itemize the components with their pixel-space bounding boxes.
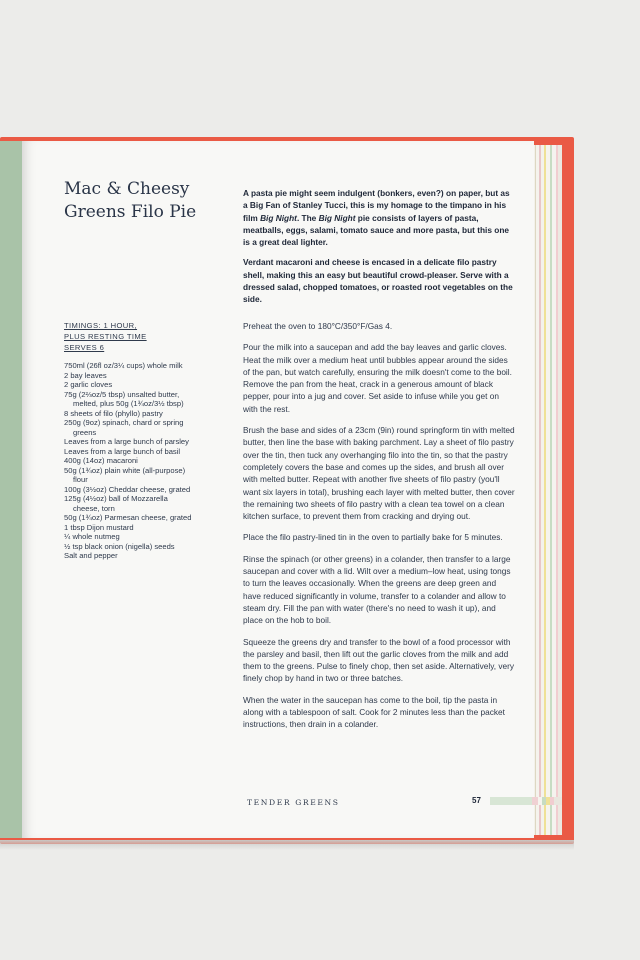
intro-text-run: pie consists of layers of pasta, meatballs, eggs, salami, tomato sauce and more pasta, but this one is a great deal lighter.: [243, 212, 510, 248]
ingredient-item: 1 tbsp Dijon mustard: [64, 522, 134, 532]
ingredient-item: 75g (2⅔oz/5 tbsp) unsalted butter,: [64, 389, 180, 399]
intro-text-run: A pasta pie might seem indulgent (bonkers, even?) on paper, but as a Big Fan of Stanley Tucci, this is my homage to the timpano in his film: [243, 188, 510, 223]
page-number: 57: [472, 796, 481, 805]
chapter-label: TENDER GREENS: [247, 798, 340, 807]
serves-label: SERVES 6: [64, 343, 105, 352]
ingredient-item: 2 garlic cloves: [64, 380, 113, 389]
ingredient-item: Salt and pepper: [64, 551, 118, 560]
ingredient-item: ½ tsp black onion (nigella) seeds: [64, 541, 175, 551]
ingredient-item: 750ml (26fl oz/3¼ cups) whole milk: [64, 361, 183, 370]
method-paragraph: When the water in the saucepan has come to the boil, tip the pasta in along with a tablespoon of salt. Cook for 2 minutes less than the packet instructions, then drain in a colander.: [243, 694, 505, 730]
ingredient-item: 50g (1¾oz) Parmesan cheese, grated: [64, 513, 192, 522]
method-paragraph: Preheat the oven to 180°C/350°F/Gas 4.: [243, 321, 393, 331]
intro-paragraph: Verdant macaroni and cheese is encased in a delicate filo pastry shell, making this an easy but beautiful crowd-pleaser. Serve with a dressed salad, chopped tomatoes, or roasted root vegetables on the side.: [243, 257, 513, 305]
recipe-title-line: Greens Filo Pie: [64, 202, 197, 222]
ingredient-item: greens: [73, 427, 97, 437]
ingredients-list: [64, 361, 214, 561]
timings-line: TIMINGS: 1 HOUR,: [64, 321, 138, 330]
ingredient-item: Leaves from a large bunch of parsley: [64, 437, 189, 446]
recipe-title-line: Mac & Cheesy: [64, 179, 190, 199]
page-edges: [532, 145, 562, 835]
ingredient-item: 125g (4½oz) ball of Mozzarella: [64, 494, 168, 503]
intro-paragraph: [243, 187, 515, 248]
ingredient-item: 400g (14oz) macaroni: [64, 456, 138, 465]
film-title: Big Night: [318, 212, 356, 223]
page-color-tabs: [490, 797, 562, 805]
ingredient-item: cheese, torn: [73, 503, 115, 513]
method-paragraph: Squeeze the greens dry and transfer to the bowl of a food processor with the parsley and basil, then lift out the garlic cloves from the milk and add them to the greens. Pulse to finely chop, then set aside. Alternatively, very finely chop by hand in two or three batches.: [243, 636, 515, 684]
film-title: Big Night: [260, 212, 297, 223]
ingredient-item: 50g (1¾oz) plain white (all-purpose): [64, 465, 186, 475]
ingredient-item: 8 sheets of filo (phyllo) pastry: [64, 408, 163, 418]
ingredient-item: melted, plus 50g (1¾oz/3½ tbsp): [73, 399, 184, 408]
intro-text-run: . The: [296, 212, 319, 223]
ingredient-item: 100g (3½oz) Cheddar cheese, grated: [64, 484, 191, 494]
method-paragraph: Brush the base and sides of a 23cm (9in) round springform tin with melted butter, then line the base with baking parchment. Lay a sheet of filo pastry over the tin, then tuck any overhanging filo into the tin, so that the pastry completely covers the base and comes up the sides, and brush all over with melted butter. Repeat with another five sheets of filo pastry (you'll want six layers in total), brushing each layer with melted butter, then cover the remaining two sheets of filo pastry with a clean tea towel on a clean kitchen surface, to prevent them from cracking and drying out.: [243, 425, 515, 522]
ingredient-item: Leaves from a large bunch of basil: [64, 446, 181, 456]
recipe-title: [64, 178, 234, 224]
method-steps: [243, 320, 515, 740]
method-paragraph: Pour the milk into a saucepan and add the bay leaves and garlic cloves. Heat the milk over a medium heat until bubbles appear around the sides of the pan, but watch carefully, ensuring the milk doesn't come to the boil. Remove the pan from the heat, crack in a generous amount of black pepper, pour into a jug and cover. Set aside to infuse while you get on with the rest.: [243, 342, 512, 414]
ingredient-item: 250g (9oz) spinach, chard or spring: [64, 418, 184, 427]
ingredient-item: 2 bay leaves: [64, 370, 107, 380]
ingredient-item: flour: [73, 475, 88, 484]
ingredient-item: ¼ whole nutmeg: [64, 532, 120, 541]
method-paragraph: Rinse the spinach (or other greens) in a colander, then transfer to a large saucepan and cover with a lid. Wilt over a medium–low heat, using tongs to turn the leaves occasionally. When the greens are deep green and have reduced significantly in volume, transfer to a colander and allow to steam dry. Fill the pan with water (there's no need to wash it up), and place on the hob to boil.: [243, 553, 511, 626]
intro-text: [243, 187, 515, 314]
book-shadow: [0, 840, 574, 850]
method-paragraph: Place the filo pastry-lined tin in the oven to partially bake for 5 minutes.: [243, 532, 503, 543]
timings-line: PLUS RESTING TIME: [64, 332, 147, 341]
timings-block: [64, 320, 214, 353]
